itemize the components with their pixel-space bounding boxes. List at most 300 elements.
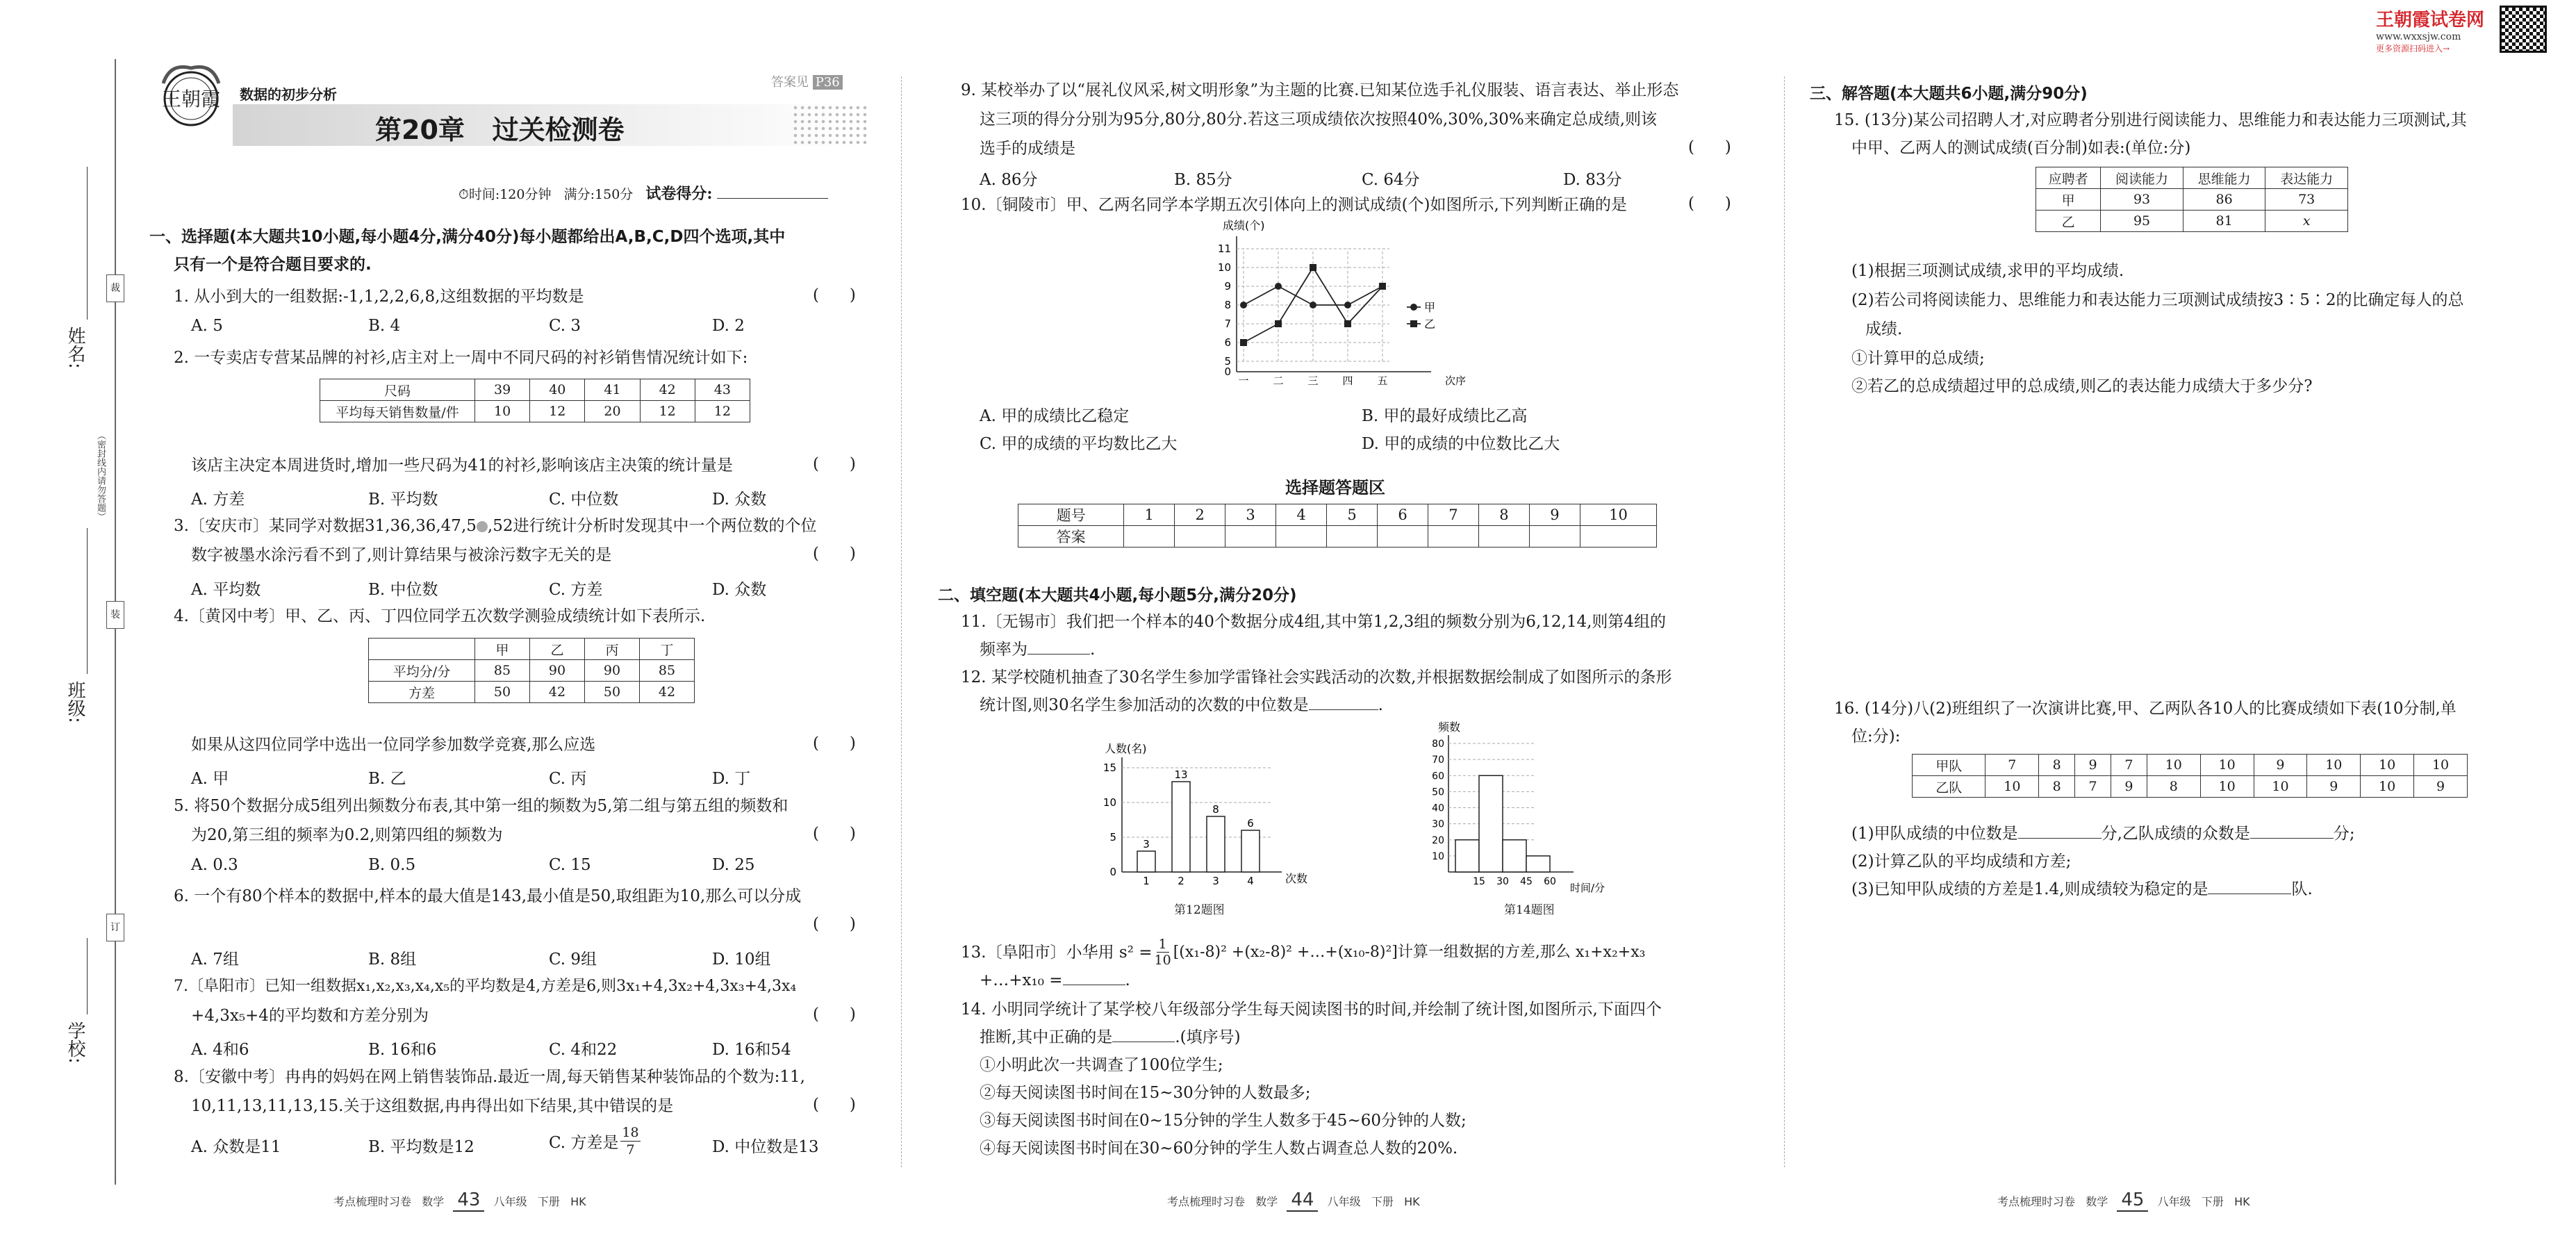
table-cell: 6 [1378,504,1428,526]
table-cell: 平均每天销售数量/件 [320,401,475,422]
hist14-xlabel: 时间/分 [1570,882,1605,894]
q12-bar-chart [1084,733,1320,893]
section1-heading-2: 只有一个是符合题目要求的. [174,256,372,274]
data-point [1240,302,1247,308]
q4-option-d: D. 丁 [712,770,751,788]
y-tick-label: 5 [1109,831,1116,843]
table-cell: 42 [640,682,695,703]
answer-cell[interactable] [1124,526,1175,548]
table-cell: 表达能力 [2265,167,2348,189]
footer-grade: 八年级 [493,1195,527,1208]
data-point [1275,283,1282,290]
q14-item-2: ②每天阅读图书时间在15~30分钟的人数最多; [980,1084,1311,1102]
x-tick-label: 45 [1520,876,1533,887]
footer-subject: 数学 [422,1195,445,1208]
q10-option-c: C. 甲的成绩的平均数比乙大 [980,435,1178,453]
legend-marker [1410,320,1417,327]
q9-option-b: B. 85分 [1174,171,1232,189]
answer-cell[interactable] [1478,526,1529,548]
x-tick-label: 4 [1247,875,1254,887]
answer-cell[interactable] [1175,526,1225,548]
brand-site-name: 王朝霞试卷网 [2376,10,2485,31]
q14-stem: 推断,其中正确的是 [980,1028,1113,1046]
x-tick-label: 五 [1377,374,1388,387]
table-cell: 丁 [640,639,695,660]
table-cell: 9 [1529,504,1580,526]
footer-page-45 [1997,1190,2250,1210]
page-title [375,108,625,147]
fraction-numerator: 18 [622,1125,639,1140]
y-tick-label: 8 [1224,299,1231,311]
q7-option-d: D. 16和54 [712,1041,791,1059]
hist14-ylabel: 频数 [1438,721,1461,734]
q4-option-b: B. 乙 [368,770,406,788]
name-label: 姓名: [65,327,85,369]
table-cell: 尺码 [320,379,475,401]
table-cell: 9 [2111,776,2147,798]
footer-term: 下册 [1371,1195,1394,1208]
page-divider [1784,76,1785,1167]
table-cell: 73 [2265,189,2348,211]
table-cell: 乙 [2036,211,2101,232]
table-cell: 9 [2254,755,2307,776]
bar [1455,840,1479,872]
x-tick-label: 一 [1238,374,1249,387]
bar [1526,856,1550,872]
table-cell: 7 [2075,776,2111,798]
footer-term: 下册 [537,1195,560,1208]
question-15: 15. (13分)某公司招聘人才,对应聘者分别进行阅读能力、思维能力和表达能力三项测试,其 [1834,111,2467,129]
q2-size-table [320,379,750,422]
table-cell: 42 [640,379,695,401]
section2-heading: 二、填空题(本大题共4小题,每小题5分,满分20分) [938,586,1297,604]
q14-stem-tail: .(填序号) [1175,1028,1241,1046]
qr-code-icon[interactable] [2500,6,2547,53]
data-point [1344,302,1351,308]
question-6: 6. 一个有80个样本的数据中,样本的最大值是143,最小值是50,取组距为10,那么可以分成 [174,887,802,905]
title-banner-dots [792,104,868,146]
table-cell: 9 [2414,776,2468,798]
q1-option-a: A. 5 [191,317,223,335]
table-cell: 10 [2414,755,2468,776]
q9-answer-blank[interactable]: ( ) [1688,138,1731,156]
q5-option-b: B. 0.5 [368,856,416,874]
q1-option-c: C. 3 [549,317,581,335]
q2-answer-blank[interactable]: ( ) [813,455,856,473]
footer-edition: HK [2234,1195,2250,1208]
q16-team-table [1912,754,2468,798]
q16-mode-blank[interactable] [2250,838,2334,839]
question-7-line2: +4,3x₅+4的平均数和方差分别为 [191,1007,429,1025]
table-cell: 10 [2361,776,2414,798]
exam-time: ⏱时间:120分钟 [459,187,552,202]
question-13 [961,937,1645,968]
q8-answer-blank[interactable]: ( ) [813,1096,856,1114]
bar-value-label: 13 [1174,768,1188,781]
footer-subject: 数学 [1255,1195,1278,1208]
question-9: 9. 某校举办了以“展礼仪风采,树文明形象”为主题的比赛.已知某位选手礼仪服装、语言表达、举止形态 [961,81,1679,99]
q3-text-b: ,52进行统计分析时发现其中一个两位数的个位 [487,517,817,535]
q13-stem-c: +…+x₁₀ = [980,971,1063,989]
q5-option-c: C. 15 [549,856,591,874]
table-cell: 12 [640,401,695,422]
table-cell: 10 [1985,776,2039,798]
footer-edition: HK [1404,1195,1420,1208]
bar [1241,830,1260,872]
data-point [1344,320,1351,327]
binding-tab-order: 订 [106,914,124,941]
q7-option-b: B. 16和6 [368,1041,437,1059]
fraction-denominator: 7 [626,1142,635,1158]
section3-heading: 三、解答题(本大题共6小题,满分90分) [1810,85,2088,103]
q1-answer-blank[interactable]: ( ) [813,286,856,304]
table-cell: 应聘者 [2036,167,2101,189]
page-number: 45 [2117,1190,2148,1212]
brand-site-url: www.wxxsjw.com [2376,31,2461,42]
table-cell: 4 [1276,504,1327,526]
y-tick-label: 20 [1432,834,1444,846]
x-tick-label: 1 [1143,875,1150,887]
question-11: 11.〔无锡市〕我们把一个样本的40个数据分成4组,其中第1,2,3组的频数分别为6,12,14,则第4组的 [961,613,1667,631]
q3-option-b: B. 中位数 [368,581,438,599]
bar [1137,851,1155,872]
q5-answer-blank[interactable]: ( ) [813,825,856,843]
binding-tab-cut: 裁 [106,274,124,302]
line-chart-xlabel: 次序 [1445,374,1467,387]
x-tick-label: 三 [1307,374,1319,387]
table-cell: 90 [585,660,640,682]
answer-cell[interactable] [1529,526,1580,548]
q6-option-c: C. 9组 [549,950,597,969]
data-point [1379,283,1386,290]
q1-option-b: B. 4 [368,317,401,335]
question-14: 14. 小明同学统计了某学校八年级部分学生每天阅读图书的时间,并绘制了统计图,如图所示,下面四个 [961,1001,1662,1019]
footer-series: 考点梳理时习卷 [1167,1195,1246,1208]
data-point [1310,302,1316,308]
q12-blank[interactable] [1309,709,1378,710]
table-cell: 甲 [2036,189,2101,211]
table-cell: 10 [2254,776,2307,798]
table-cell: 90 [530,660,585,682]
table-cell: 10 [2147,755,2200,776]
chapter-number: 第20章 [375,115,465,145]
q16-1-c: 分; [2333,825,2355,843]
table-cell: 7 [2111,755,2147,776]
table-cell: 甲 [475,639,530,660]
name-line [87,167,88,320]
q8-option-b: B. 平均数是12 [368,1138,474,1156]
y-tick-label: 6 [1224,336,1231,349]
q15-part-1: (1)根据三项测试成绩,求甲的平均成绩. [1851,262,2124,280]
brand-logo-text: 王朝霞 [161,88,221,110]
brand-logo [149,56,233,139]
q13-stem-b: [(x₁-8)² +(x₂-8)² +…+(x₁₀-8)²]计算一组数据的方差,那么 x₁+x₂+x₃ [1173,943,1646,961]
bar [1172,782,1190,872]
q4-option-a: A. 甲 [191,770,229,788]
q8-option-d: D. 中位数是13 [712,1138,819,1156]
bar-value-label: 3 [1143,838,1150,850]
answer-cell[interactable] [1428,526,1479,548]
table-cell: 思维能力 [2183,167,2265,189]
q8-option-c-label: C. 方差是 [549,1134,619,1152]
bar [1503,840,1526,872]
x-tick-label: 四 [1342,374,1353,387]
table-cell: 40 [530,379,585,401]
footer-page-43 [333,1190,586,1210]
footer-subject: 数学 [2086,1195,2108,1208]
exam-score-label: 试卷得分: [645,185,713,203]
data-point [1240,339,1247,346]
table-cell: 85 [640,660,695,682]
series-subtitle: 数据的初步分析 [240,86,337,103]
y-tick-label: 50 [1432,787,1444,798]
footer-edition: HK [570,1195,586,1208]
table-cell: 42 [530,682,585,703]
q2-option-a: A. 方差 [191,491,245,509]
answer-cell[interactable] [1276,526,1327,548]
question-16-line2: 位:分): [1851,727,1901,746]
bar [1479,775,1503,872]
table-cell: 甲队 [1913,755,1985,776]
y-tick-label: 9 [1224,280,1231,293]
y-tick-label: 10 [1432,850,1444,862]
q3-answer-blank[interactable]: ( ) [813,545,856,563]
q6-option-b: B. 8组 [368,950,417,969]
q10-line-chart [1209,215,1487,396]
section1-heading: 一、选择题(本大题共10小题,每小题4分,满分40分)每小题都给出A,B,C,D四个选项,其中 [149,228,786,246]
school-label: 学校: [65,1021,85,1064]
bar12-ylabel: 人数(名) [1105,742,1147,755]
question-1: 1. 从小到大的一组数据:-1,1,2,2,6,8,这组数据的平均数是 [174,288,584,306]
table-cell: 85 [475,660,530,682]
answer-cell[interactable] [1580,526,1656,548]
question-4-stem: 如果从这四位同学中选出一位同学参加数学竞赛,那么应选 [191,736,596,754]
line-chart-ylabel: 成绩(个) [1223,219,1265,232]
table-cell: 10 [475,401,530,422]
y-tick-label: 0 [1224,365,1231,378]
table-cell: 10 [2200,755,2254,776]
q15-score-table [2036,167,2348,232]
q15-part-2-a: ①计算甲的总成绩; [1851,349,1985,368]
q11-blank[interactable] [1027,654,1090,655]
seal-notice: （密封线内请勿答题） [95,431,106,521]
table-cell: 12 [530,401,585,422]
data-point [1310,264,1316,271]
q15-part-2: (2)若公司将阅读能力、思维能力和表达能力三项测试成绩按3∶5∶2的比确定每人的总 [1851,291,2464,309]
exam-meta [459,182,828,204]
y-tick-label: 15 [1103,762,1116,774]
table-cell: 阅读能力 [2101,167,2183,189]
legend-marker [1410,304,1417,311]
fig14-caption: 第14题图 [1504,903,1555,917]
legend-label: 甲 [1424,301,1436,314]
q10-option-d: D. 甲的成绩的中位数比乙大 [1362,435,1560,453]
x-tick-label: 二 [1273,374,1284,387]
brand-site [2376,6,2484,54]
y-tick-label: 70 [1432,755,1444,766]
y-tick-label: 10 [1103,796,1116,809]
y-tick-label: 80 [1432,739,1444,750]
q8-option-c [549,1124,641,1158]
class-label: 班级: [65,681,85,723]
fraction-denominator: 10 [1154,953,1171,968]
q1-option-d: D. 2 [712,317,745,335]
page-number: 43 [453,1190,484,1212]
question-4: 4.〔黄冈中考〕甲、乙、丙、丁四位同学五次数学测验成绩统计如下表所示. [174,607,706,625]
q3-text-a: 3.〔安庆市〕某同学对数据31,36,36,47,5 [174,517,477,535]
table-cell: 9 [2307,776,2361,798]
q2-option-d: D. 众数 [712,491,767,509]
question-15-line2: 中甲、乙两人的测试成绩(百分制)如表:(单位:分) [1851,139,2191,157]
footer-term: 下册 [2201,1195,2224,1208]
q10-option-b: B. 甲的最好成绩比乙高 [1362,407,1528,425]
table-cell: 7 [1985,755,2039,776]
q3-option-a: A. 平均数 [191,581,261,599]
chapter-title: 过关检测卷 [492,115,625,145]
x-tick-label: 15 [1473,876,1485,887]
question-8: 8.〔安徽中考〕冉冉的妈妈在网上销售装饰品.最近一周,每天销售某种装饰品的个数为:11, [174,1068,805,1086]
answer-ref-label: 答案见 [771,75,809,90]
table-cell: 8 [2039,755,2075,776]
bar12-xlabel: 次数 [1285,872,1308,885]
x-tick-label: 30 [1496,876,1509,887]
question-7: 7.〔阜阳市〕已知一组数据x₁,x₂,x₃,x₄,x₅的平均数是4,方差是6,则3x₁+4,3x₂+4,3x₃+4,3x₄ [174,978,797,995]
q4-answer-blank[interactable]: ( ) [813,734,856,752]
question-9-line2: 这三项的得分分别为95分,80分,80分.若这三项成绩依次按照40%,30%,30%来确定总成绩,则该 [980,110,1658,129]
q2-option-c: C. 中位数 [549,491,619,509]
footer-page-44 [1167,1190,1420,1210]
bar-value-label: 8 [1212,803,1219,816]
table-cell: 8 [2147,776,2200,798]
table-cell: 乙队 [1913,776,1985,798]
y-tick-label: 10 [1217,261,1231,274]
question-13-line2: +…+x₁₀ = . [980,971,1130,989]
y-tick-label: 11 [1217,242,1231,255]
table-cell: 1 [1124,504,1175,526]
table-cell: 10 [2200,776,2254,798]
x-tick-label: 3 [1212,875,1219,887]
table-cell: 20 [585,401,640,422]
q4-option-c: C. 丙 [549,770,587,788]
question-3-line2: 数字被墨水涂污看不到了,则计算结果与被涂污数字无关的是 [191,546,612,564]
q10-option-a: A. 甲的成绩比乙稳定 [980,407,1130,425]
table-cell: 8 [2039,776,2075,798]
table-cell [369,639,475,660]
table-cell: 95 [2101,211,2183,232]
table-cell: 方差 [369,682,475,703]
answer-cell[interactable] [1225,526,1276,548]
y-tick-label: 60 [1432,771,1444,782]
q16-1-b: 分,乙队成绩的众数是 [2101,825,2250,843]
fraction-numerator: 1 [1157,937,1169,953]
q6-option-a: A. 7组 [191,950,239,969]
q7-answer-blank[interactable]: ( ) [813,1005,856,1023]
question-12: 12. 某学校随机抽查了30名学生参加学雷锋社会实践活动的次数,并根据数据绘制成了如图所示的条形 [961,668,1672,686]
table-cell: 43 [695,379,750,401]
answer-grid [1018,504,1657,548]
table-cell: 乙 [530,639,585,660]
q7-option-a: A. 4和6 [191,1041,249,1059]
school-line [87,938,88,1014]
binding-tab-bind: 装 [106,601,124,629]
q9-option-c: C. 64分 [1362,171,1420,189]
q6-option-d: D. 10组 [712,950,771,969]
q16-part-2: (2)计算乙队的平均成绩和方差; [1851,853,2072,871]
question-2: 2. 一专卖店专营某品牌的衬衫,店主对上一周中不同尺码的衬衫销售情况统计如下: [174,349,748,367]
q14-item-3: ③每天阅读图书时间在0~15分钟的学生人数多于45~60分钟的人数; [980,1112,1467,1130]
table-cell: 7 [1428,504,1479,526]
table-cell: 10 [2307,755,2361,776]
question-14-line2 [980,1027,1241,1048]
q5-option-d: D. 25 [712,856,755,874]
q5-option-a: A. 0.3 [191,856,238,874]
question-10: 10.〔铜陵市〕甲、乙两名同学本学期五次引体向上的测试成绩(个)如图所示,下列判断正确的是 [961,196,1627,214]
legend-label: 乙 [1424,318,1436,331]
y-tick-label: 30 [1432,818,1444,830]
question-11-line2: 频率为 . [980,641,1096,659]
y-tick-label: 5 [1224,355,1231,368]
table-cell: 2 [1175,504,1225,526]
table-cell: x [2265,211,2348,232]
q10-answer-blank[interactable]: ( ) [1688,195,1731,213]
table-cell: 3 [1225,504,1276,526]
table-cell: 题号 [1018,504,1124,526]
answer-cell[interactable] [1378,526,1428,548]
q16-3-a: (3)已知甲队成绩的方差是1.4,则成绩较为稳定的是 [1851,880,2208,898]
brand-site-slogan: 更多资源扫码进入→ [2376,44,2450,53]
table-cell: 平均分/分 [369,660,475,682]
table-cell: 丙 [585,639,640,660]
footer-series: 考点梳理时习卷 [1997,1195,2076,1208]
q15-part-2-line2: 成绩. [1865,320,1903,338]
footer-grade: 八年级 [2157,1195,2191,1208]
answer-cell[interactable] [1327,526,1378,548]
table-cell: 81 [2183,211,2265,232]
q2-option-b: B. 平均数 [368,491,438,509]
exam-score-blank[interactable] [717,198,828,199]
page-divider [901,76,902,1167]
bar [1207,816,1225,872]
q16-1-a: (1)甲队成绩的中位数是 [1851,825,2018,843]
question-2-stem: 该店主决定本周进货时,增加一些尺码为41的衬衫,影响该店主决策的统计量是 [191,456,733,475]
answer-reference [771,72,843,90]
fig12-caption: 第12题图 [1174,903,1225,917]
page-number: 44 [1287,1190,1318,1212]
answer-ref-page: P36 [813,75,843,90]
q16-part-1 [1851,823,2355,844]
q4-score-table [368,638,695,703]
q6-answer-blank[interactable]: ( ) [813,915,856,933]
table-cell: 10 [2361,755,2414,776]
x-tick-label: 2 [1178,875,1184,887]
table-cell: 8 [1478,504,1529,526]
y-tick-label: 0 [1109,866,1116,878]
data-point [1275,320,1282,327]
q13-stem-a: 13.〔阜阳市〕小华用 s² = [961,943,1153,962]
table-cell: 9 [2075,755,2111,776]
bar-value-label: 6 [1247,817,1254,830]
q14-item-1: ①小明此次一共调查了100位学生; [980,1056,1223,1074]
class-line [87,528,88,674]
question-3 [174,516,816,536]
table-cell: 50 [585,682,640,703]
q16-median-blank[interactable] [2018,838,2102,839]
answer-area-title: 选择题答题区 [1285,478,1385,497]
q16-part-3 [1851,879,2313,900]
fraction [620,1124,640,1158]
q3-option-c: C. 方差 [549,581,603,599]
question-16: 16. (14分)八(2)班组织了一次演讲比赛,甲、乙两队各10人的比赛成绩如下表(10分制,单 [1834,700,2457,718]
